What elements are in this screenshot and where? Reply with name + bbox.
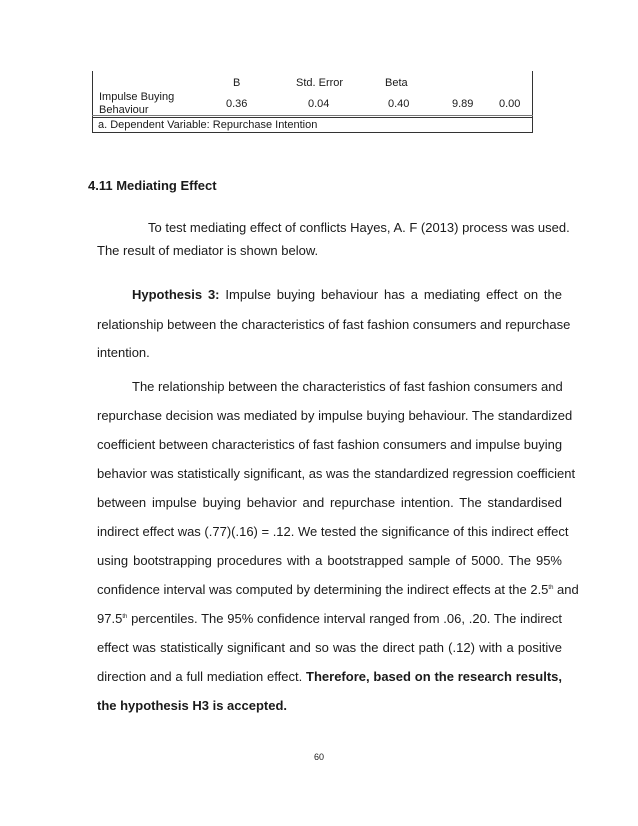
row-label-line2: Behaviour (99, 104, 149, 116)
regression-table (92, 71, 533, 133)
table-rule (92, 115, 533, 116)
header-std-error: Std. Error (296, 77, 344, 89)
cell-b: 0.36 (226, 98, 248, 110)
body-line: effect was statistically significant and so was the direct path (.12) with a positive (97, 640, 562, 655)
page-number: 60 (313, 752, 324, 762)
body-line: 97.5th percentiles. The 95% confidence interval ranged from .06, .20. The indirect (97, 611, 562, 626)
cell-std-error: 0.04 (308, 98, 330, 110)
body-line: repurchase decision was mediated by impulse buying behaviour. The standardized (97, 408, 573, 423)
body-line: direction and a full mediation effect. Therefore, based on the research results, (97, 669, 562, 684)
hypothesis-line: Hypothesis 3: Impulse buying behaviour has a mediating effect on the (132, 287, 562, 302)
header-b: B (233, 77, 241, 89)
table-footnote: a. Dependent Variable: Repurchase Intention (98, 119, 318, 131)
hypothesis-line: intention. (97, 345, 150, 360)
body-line: confidence interval was computed by determining the indirect effects at the 2.5th and (97, 582, 579, 597)
para1-line: To test mediating effect of conflicts Hayes, A. F (2013) process was used. (148, 220, 570, 235)
body-line: behavior was statistically significant, as was the standardized regression coefficient (97, 466, 576, 481)
body-line: coefficient between characteristics of fast fashion consumers and impulse buying (97, 437, 563, 452)
table-rule (92, 117, 533, 118)
body-line: using bootstrapping procedures with a bootstrapped sample of 5000. The 95% (97, 553, 562, 568)
cell-t: 9.89 (452, 98, 474, 110)
table-border-right (532, 71, 533, 132)
body-line: between impulse buying behavior and repurchase intention. The standardised (97, 495, 562, 510)
row-label-line1: Impulse Buying (99, 91, 175, 103)
header-beta: Beta (385, 77, 408, 89)
table-rule (92, 132, 533, 133)
para1-line: The result of mediator is shown below. (97, 243, 319, 258)
body-line: the hypothesis H3 is accepted. (97, 698, 288, 713)
table-border-left (92, 71, 93, 132)
body-line: The relationship between the characteristics of fast fashion consumers and (132, 379, 563, 394)
cell-beta: 0.40 (388, 98, 410, 110)
hypothesis-label: Hypothesis 3: (132, 287, 220, 302)
body-line: indirect effect was (.77)(.16) = .12. We tested the significance of this indirect effect (97, 524, 569, 539)
hypothesis-line: relationship between the characteristics of fast fashion consumers and repurchase (97, 317, 571, 332)
cell-sig: 0.00 (499, 98, 521, 110)
section-heading: 4.11 Mediating Effect (88, 178, 217, 193)
